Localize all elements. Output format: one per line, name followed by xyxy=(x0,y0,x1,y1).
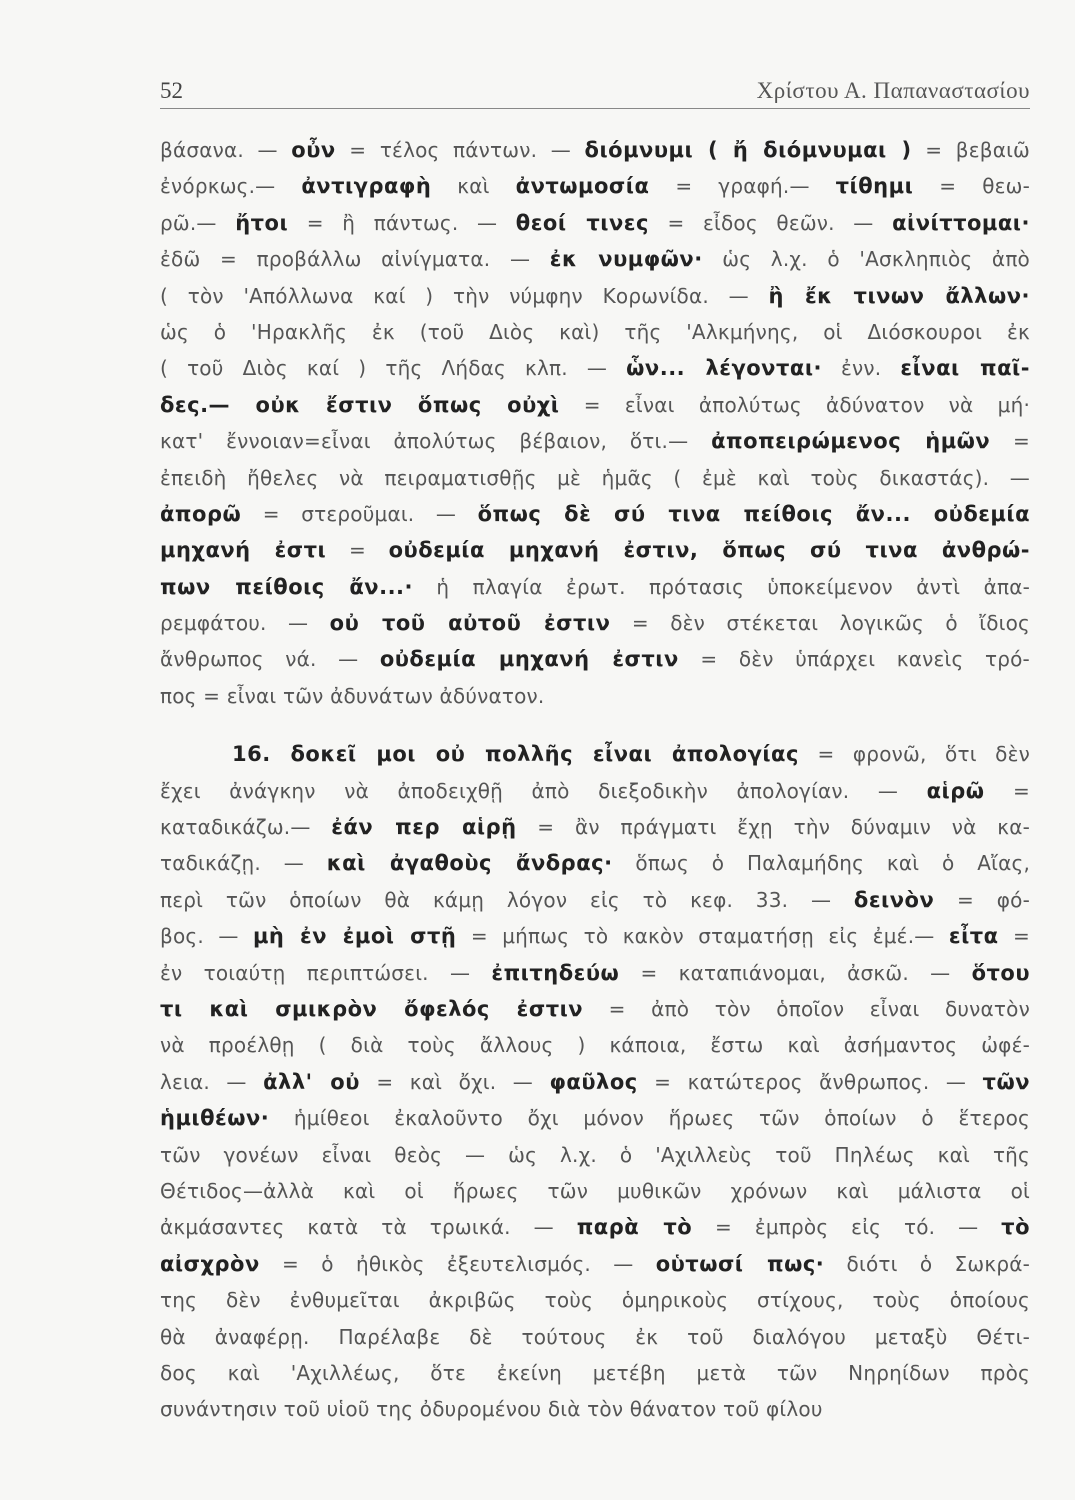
lemma: ἤτοι xyxy=(235,210,289,235)
lemma: οὐ τοῦ αὐτοῦ ἐστιν xyxy=(329,611,611,636)
gloss: κατ' ἔννοιαν=εἶναι ἀπολύτως βέβαιον, ὅτι.— xyxy=(160,429,712,454)
lemma: ἐπιτηδεύω xyxy=(491,960,620,985)
gloss: = δὲν ὑπάρχει κανεὶς τρό- xyxy=(678,647,1030,672)
lemma: μὴ ἐν ἐμοὶ στῇ xyxy=(252,924,457,949)
gloss: ὡς λ.χ. ὁ 'Ασκληπιὸς ἀπὸ xyxy=(702,247,1030,272)
lemma: διόμνυμι ( ἤ διόμνυμαι ) xyxy=(584,138,912,162)
text-line xyxy=(160,1282,1030,1318)
gloss: Θέτιδος—ἀλλὰ καὶ οἱ ἥρωες τῶν μυθικῶν χρόνων καὶ μάλιστα οἱ xyxy=(160,1178,1030,1203)
lemma: αἱρῶ xyxy=(926,778,985,803)
gloss: = xyxy=(984,778,1030,803)
lemma: τι καὶ σμικρὸν ὄφελός ἐστιν xyxy=(160,996,584,1021)
text-line xyxy=(160,773,1030,809)
gloss: συνάντησιν τοῦ υἱοῦ της ὀδυρομένου διὰ τὸν θάνατον τοῦ φίλου xyxy=(160,1397,823,1422)
text-line xyxy=(160,205,1030,241)
gloss: τῶν γονέων εἶναι θεὸς — ὡς λ.χ. ὁ 'Αχιλλεὺς τοῦ Πηλέως καὶ τῆς xyxy=(160,1142,1030,1167)
lemma: αἰνίττομαι· xyxy=(892,210,1030,235)
lemma: πων πείθοις ἄν...· xyxy=(160,574,414,599)
paragraph xyxy=(160,736,1030,1427)
text-line xyxy=(160,918,1030,954)
gloss: = καὶ ὄχι. — xyxy=(359,1069,550,1094)
gloss: = γραφή.— xyxy=(649,174,836,199)
text-line xyxy=(160,132,1030,168)
gloss: ἐνόρκως.— xyxy=(160,174,302,199)
gloss: = xyxy=(998,924,1030,949)
gloss: ( τοῦ Διὸς καί ) τῆς Λήδας κλπ. — xyxy=(160,356,627,381)
gloss: ἀκμάσαντες κατὰ τὰ τρωικά. — xyxy=(160,1215,577,1240)
text-line xyxy=(160,387,1030,423)
gloss: = ἐμπρὸς εἰς τό. — xyxy=(692,1215,1002,1240)
gloss: = τέλος πάντων. — xyxy=(335,138,585,162)
gloss: ( τὸν 'Απόλλωνα καί ) τὴν νύμφην Κορωνίδα. — xyxy=(160,283,769,308)
gloss: της δὲν ἐνθυμεῖται ἀκριβῶς τοὺς ὁμηρικοὺς στίχους, τοὺς ὁποίους xyxy=(160,1288,1030,1313)
lemma: τίθημι xyxy=(835,174,914,199)
page-number: 52 xyxy=(160,78,183,103)
gloss: ἔχει ἀνάγκην νὰ ἀποδειχθῇ ἀπὸ διεξοδικὴν ἀπολογίαν. — xyxy=(160,778,927,803)
text-line xyxy=(160,641,1030,677)
lemma: ἀντιγραφὴ xyxy=(301,174,432,199)
gloss: νὰ προέλθῃ ( διὰ τοὺς ἄλλους ) κάποια, ἔστω καὶ ἀσήμαντος ὠφέ- xyxy=(160,1033,1030,1058)
text-line xyxy=(160,605,1030,641)
gloss: λεια. — xyxy=(160,1069,264,1094)
gloss: πος = εἶναι τῶν ἀδυνάτων ἀδύνατον. xyxy=(160,683,545,708)
gloss: ἐδῶ = προβάλλω αἰνίγματα. — xyxy=(160,247,550,272)
commentary-text xyxy=(160,132,1030,1428)
gloss: δος καὶ 'Αχιλλέως, ὅτε ἐκείνη μετέβη μετὰ τῶν Νηρηίδων πρὸς xyxy=(160,1360,1030,1385)
text-line xyxy=(160,1209,1030,1245)
gloss: = μήπως τὸ κακὸν σταματήσῃ εἰς ἐμέ.— xyxy=(456,924,949,949)
lemma: οὐδεμία μηχανή ἐστιν, ὅπως σύ τινα ἀνθρώ- xyxy=(388,538,1030,563)
text-line xyxy=(160,314,1030,350)
lemma: ὅπως δὲ σύ τινα πείθοις ἄν... οὐδεμία xyxy=(477,501,1030,526)
text-line xyxy=(160,1137,1030,1173)
lemma: ἐκ νυμφῶν· xyxy=(549,247,703,272)
text-line xyxy=(160,845,1030,881)
paragraph-gap xyxy=(160,714,1030,736)
gloss: = ἂν πράγματι ἔχῃ τὴν δύναμιν νὰ κα- xyxy=(516,815,1030,840)
text-line xyxy=(160,1027,1030,1063)
lemma: οὖν xyxy=(291,138,336,162)
gloss: ὡς ὁ 'Ηρακλῆς ἐκ (τοῦ Διὸς καὶ) τῆς 'Αλκμήνης, οἱ Διόσκουροι ἐκ xyxy=(160,319,1030,344)
lemma: ἐάν περ αἱρῇ xyxy=(331,815,517,840)
gloss: ἐν τοιαύτῃ περιπτώσει. — xyxy=(160,960,492,985)
lemma: αἰσχρὸν xyxy=(160,1251,260,1276)
text-line xyxy=(160,1064,1030,1100)
lemma: ὧν... λέγονται· xyxy=(626,356,822,381)
gloss: = βεβαιῶ xyxy=(911,138,1031,162)
gloss: ἐνν. xyxy=(821,356,901,381)
text-line xyxy=(160,736,1030,772)
gloss: = ἀπὸ τὸν ὁποῖον εἶναι δυνατὸν xyxy=(583,996,1030,1021)
lemma: οὑτωσί πως· xyxy=(655,1251,825,1276)
gloss: = καταπιάνομαι, ἀσκῶ. — xyxy=(619,960,972,985)
gloss: = φό- xyxy=(934,887,1030,912)
gloss: = δὲν στέκεται λογικῶς ὁ ἴδιος xyxy=(610,611,1030,636)
gloss: βάσανα. — xyxy=(160,138,292,162)
gloss: ταδικάζῃ. — xyxy=(160,851,327,876)
gloss: περὶ τῶν ὁποίων θὰ κάμῃ λόγον εἰς τὸ κεφ. 33. — xyxy=(160,887,854,912)
lemma: ἡμιθέων· xyxy=(160,1106,270,1131)
lemma: ἢ ἔκ τινων ἄλλων· xyxy=(768,283,1030,308)
lemma: οὐδεμία μηχανή ἐστιν xyxy=(379,647,679,672)
text-line xyxy=(160,423,1030,459)
lemma: εἶναι παῖ- xyxy=(900,356,1030,381)
paragraph xyxy=(160,132,1030,714)
gloss: καταδικάζω.— xyxy=(160,815,332,840)
lemma: παρὰ τὸ xyxy=(576,1215,693,1240)
lemma: 16. δοκεῖ μοι οὐ πολλῆς εἶναι ἀπολογίας xyxy=(232,742,799,767)
lemma: ἀπορῶ xyxy=(160,501,242,526)
text-line xyxy=(160,882,1030,918)
text-line xyxy=(160,1100,1030,1136)
lemma: καὶ ἀγαθοὺς ἄνδρας· xyxy=(326,851,613,876)
gloss: = εἶναι ἀπολύτως ἀδύνατον νὰ μή· xyxy=(559,392,1031,417)
gloss: θὰ ἀναφέρῃ. Παρέλαβε δὲ τούτους ἐκ τοῦ διαλόγου μεταξὺ Θέτι- xyxy=(160,1324,1030,1349)
gloss: καὶ xyxy=(431,174,516,199)
text-line xyxy=(160,278,1030,314)
text-line xyxy=(160,241,1030,277)
lemma: ἀλλ' οὐ xyxy=(263,1069,360,1094)
text-line xyxy=(160,168,1030,204)
gloss: = θεω- xyxy=(913,174,1031,199)
text-line xyxy=(160,678,1030,714)
page-header xyxy=(160,78,1030,109)
gloss: ρῶ.— xyxy=(160,210,236,235)
gloss: διότι ὁ Σωκρά- xyxy=(824,1251,1031,1276)
gloss: ὅπως ὁ Παλαμήδης καὶ ὁ Αἴας, xyxy=(612,851,1030,876)
gloss: ἐπειδὴ ἤθελες νὰ πειραματισθῇς μὲ ἡμᾶς ( ἐμὲ καὶ τοὺς δικαστάς). — xyxy=(160,465,1030,490)
text-line xyxy=(160,1355,1030,1391)
text-line xyxy=(160,809,1030,845)
gloss: = ἢ πάντως. — xyxy=(288,210,516,235)
lemma: δεινὸν xyxy=(853,887,935,912)
text-line xyxy=(160,1246,1030,1282)
gloss: βος. — xyxy=(160,924,253,949)
lemma: τὸ xyxy=(1001,1215,1031,1240)
text-line xyxy=(160,1173,1030,1209)
lemma: φαῦλος xyxy=(549,1069,638,1094)
gloss: = φρονῶ, ὅτι δὲν xyxy=(798,742,1030,767)
text-line xyxy=(160,350,1030,386)
gloss: ἡμίθεοι ἐκαλοῦντο ὄχι μόνον ἥρωες τῶν ὁποίων ὁ ἕτερος xyxy=(269,1106,1030,1131)
text-line xyxy=(160,460,1030,496)
text-line xyxy=(160,991,1030,1027)
gloss: = στεροῦμαι. — xyxy=(241,501,478,526)
lemma: τῶν xyxy=(982,1069,1031,1094)
gloss: = xyxy=(326,538,389,563)
lemma: θεοί τινες xyxy=(515,210,649,235)
lemma: ἀποπειρώμενος ἡμῶν xyxy=(711,429,991,454)
gloss: = ὁ ἠθικὸς ἐξευτελισμός. — xyxy=(259,1251,656,1276)
gloss: ρεμφάτου. — xyxy=(160,611,330,636)
text-line xyxy=(160,1319,1030,1355)
text-line xyxy=(160,1391,1030,1427)
lemma: ὅτου xyxy=(971,960,1030,985)
running-head: Χρίστου Α. Παπαναστασίου xyxy=(756,78,1030,103)
gloss: ἄνθρωπος νά. — xyxy=(160,647,380,672)
gloss: ἡ πλαγία ἐρωτ. πρότασις ὑποκείμενον ἀντὶ ἀπα- xyxy=(413,574,1030,599)
text-line xyxy=(160,569,1030,605)
gloss: = κατώτερος ἄνθρωπος. — xyxy=(637,1069,983,1094)
lemma: δες.— οὐκ ἔστιν ὅπως οὐχὶ xyxy=(160,392,560,417)
lemma: ἀντωμοσία xyxy=(515,174,650,199)
text-line xyxy=(160,955,1030,991)
text-line xyxy=(160,532,1030,568)
gloss: = εἶδος θεῶν. — xyxy=(648,210,893,235)
text-line xyxy=(160,496,1030,532)
gloss: = xyxy=(990,429,1031,454)
lemma: εἶτα xyxy=(948,924,999,949)
lemma: μηχανή ἐστι xyxy=(160,538,327,563)
